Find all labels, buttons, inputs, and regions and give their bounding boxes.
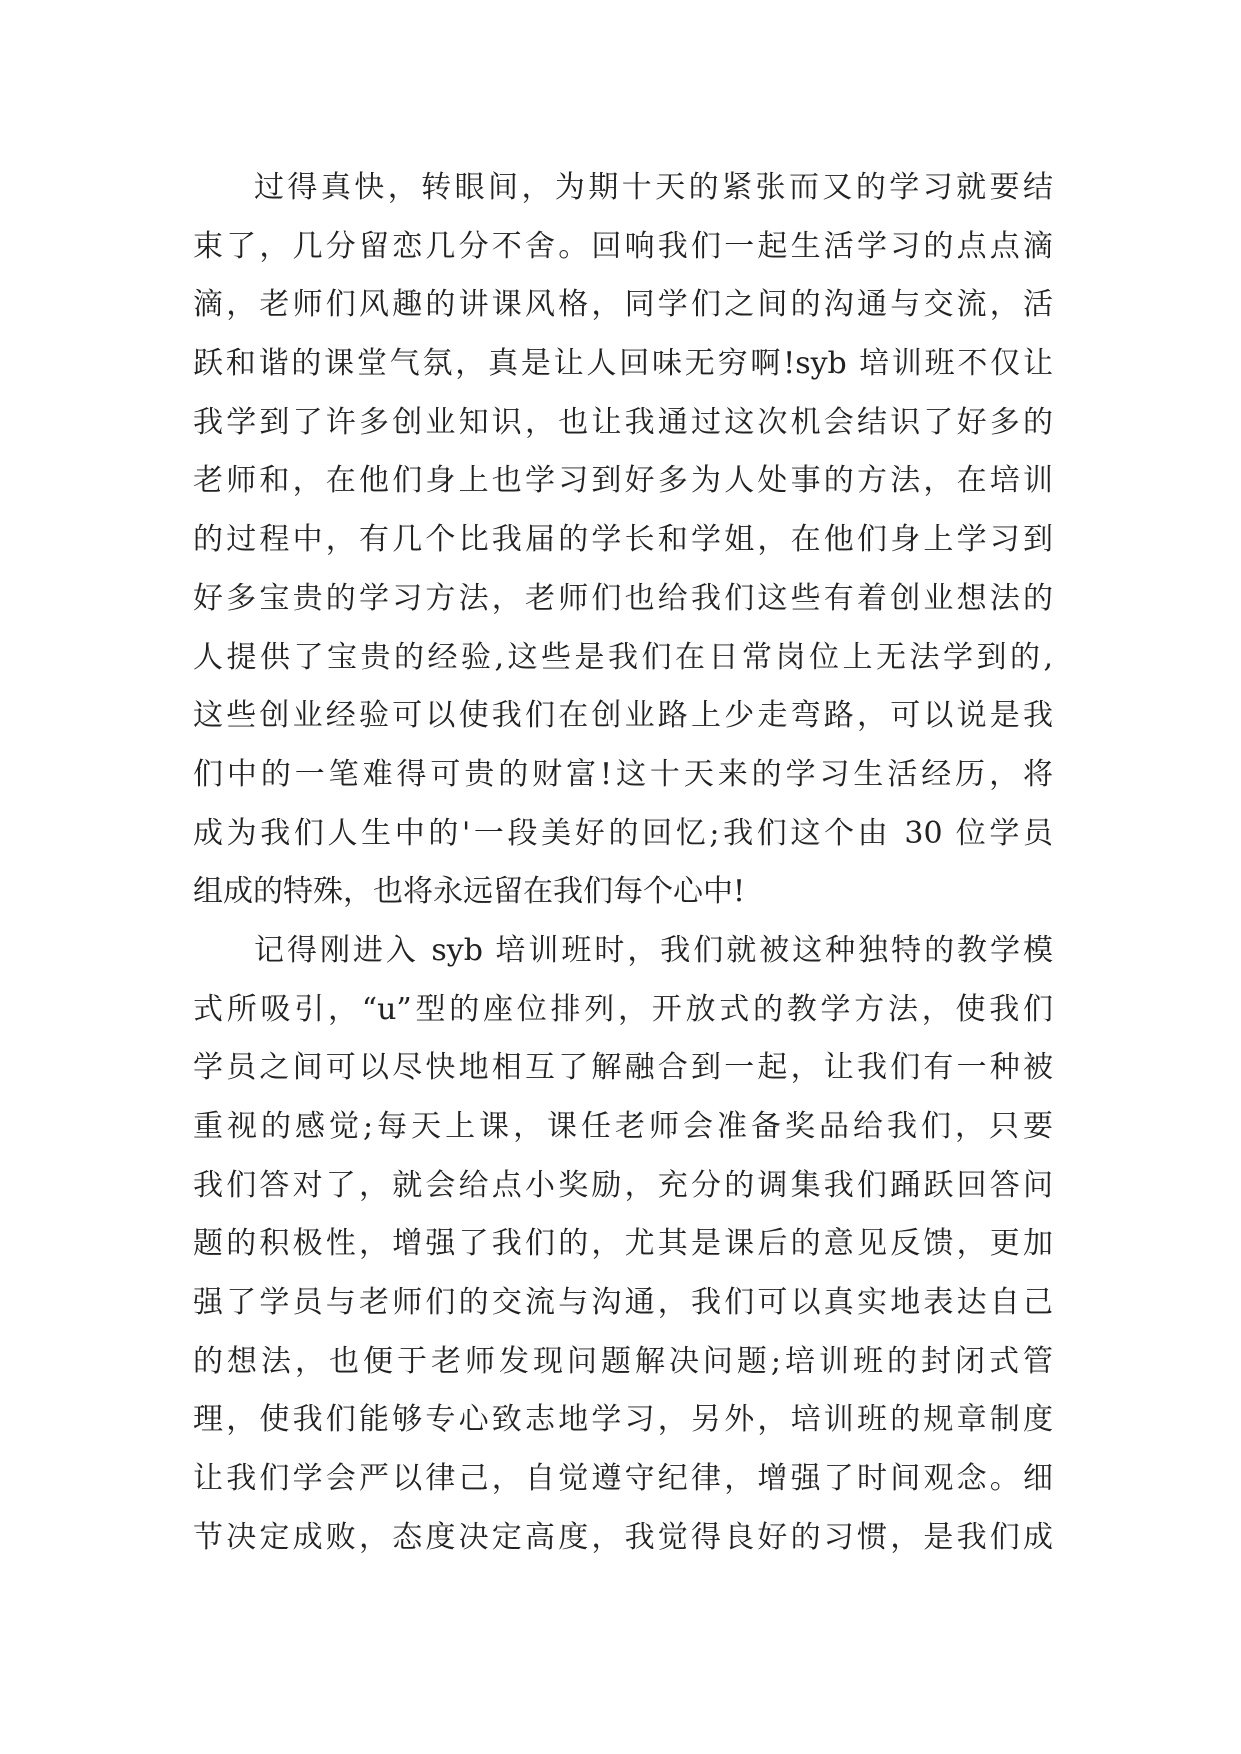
text-line: 组成的特殊，也将永远留在我们每个心中! [193, 874, 746, 910]
text-line: 过得真快，转眼间，为期十天的紧张而又的学习就要结 [254, 170, 1053, 205]
text-line: 好多宝贵的学习方法，老师们也给我们这些有着创业想法的 [193, 580, 1053, 616]
text-line: 滴，老师们风趣的讲课风格，同学们之间的沟通与交流，活 [193, 287, 1053, 323]
text-line: 我们答对了，就会给点小奖励，充分的调集我们踊跃回答问 [193, 1167, 1053, 1203]
text-line: 们中的一笔难得可贵的财富!这十天来的学习生活经历，将 [193, 756, 1053, 792]
text-line: 束了，几分留恋几分不舍。回响我们一起生活学习的点点滴 [193, 228, 1053, 264]
text-line: 强了学员与老师们的交流与沟通，我们可以真实地表达自己 [193, 1285, 1053, 1321]
text-line: 重视的感觉;每天上课，课任老师会准备奖品给我们，只要 [193, 1109, 1053, 1144]
text-line: 的想法，也便于老师发现问题解决问题;培训班的封闭式管 [193, 1343, 1053, 1379]
paragraph-2 [193, 922, 1053, 1568]
text-line: 我学到了许多创业知识，也让我通过这次机会结识了好多的 [193, 404, 1053, 440]
text-line: 跃和谐的课堂气氛，真是让人回味无穷啊!syb 培训班不仅让 [193, 346, 1053, 382]
text-line: 老师和，在他们身上也学习到好多为人处事的方法，在培训 [193, 463, 1053, 499]
text-line: 题的积极性，增强了我们的，尤其是课后的意见反馈，更加 [193, 1226, 1053, 1262]
text-line: 人提供了宝贵的经验,这些是我们在日常岗位上无法学到的, [193, 639, 1053, 675]
text-line: 学员之间可以尽快地相互了解融合到一起，让我们有一种被 [193, 1050, 1053, 1086]
text-line: 这些创业经验可以使我们在创业路上少走弯路，可以说是我 [193, 698, 1053, 734]
paragraph-1 [193, 159, 1053, 922]
text-line: 记得刚进入 syb 培训班时，我们就被这种独特的教学模 [254, 932, 1053, 968]
text-line: 式所吸引，“u”型的座位排列，开放式的教学方法，使我们 [193, 991, 1053, 1027]
body-text [193, 159, 1053, 1568]
text-line: 让我们学会严以律己，自觉遵守纪律，增强了时间观念。细 [193, 1461, 1053, 1497]
text-line: 成为我们人生中的'一段美好的回忆;我们这个由 30 位学员 [193, 815, 1053, 851]
text-line: 的过程中，有几个比我届的学长和学姐，在他们身上学习到 [193, 522, 1053, 558]
text-line: 理，使我们能够专心致志地学习，另外，培训班的规章制度 [193, 1402, 1053, 1438]
text-line: 节决定成败，态度决定高度，我觉得良好的习惯，是我们成 [193, 1519, 1053, 1555]
